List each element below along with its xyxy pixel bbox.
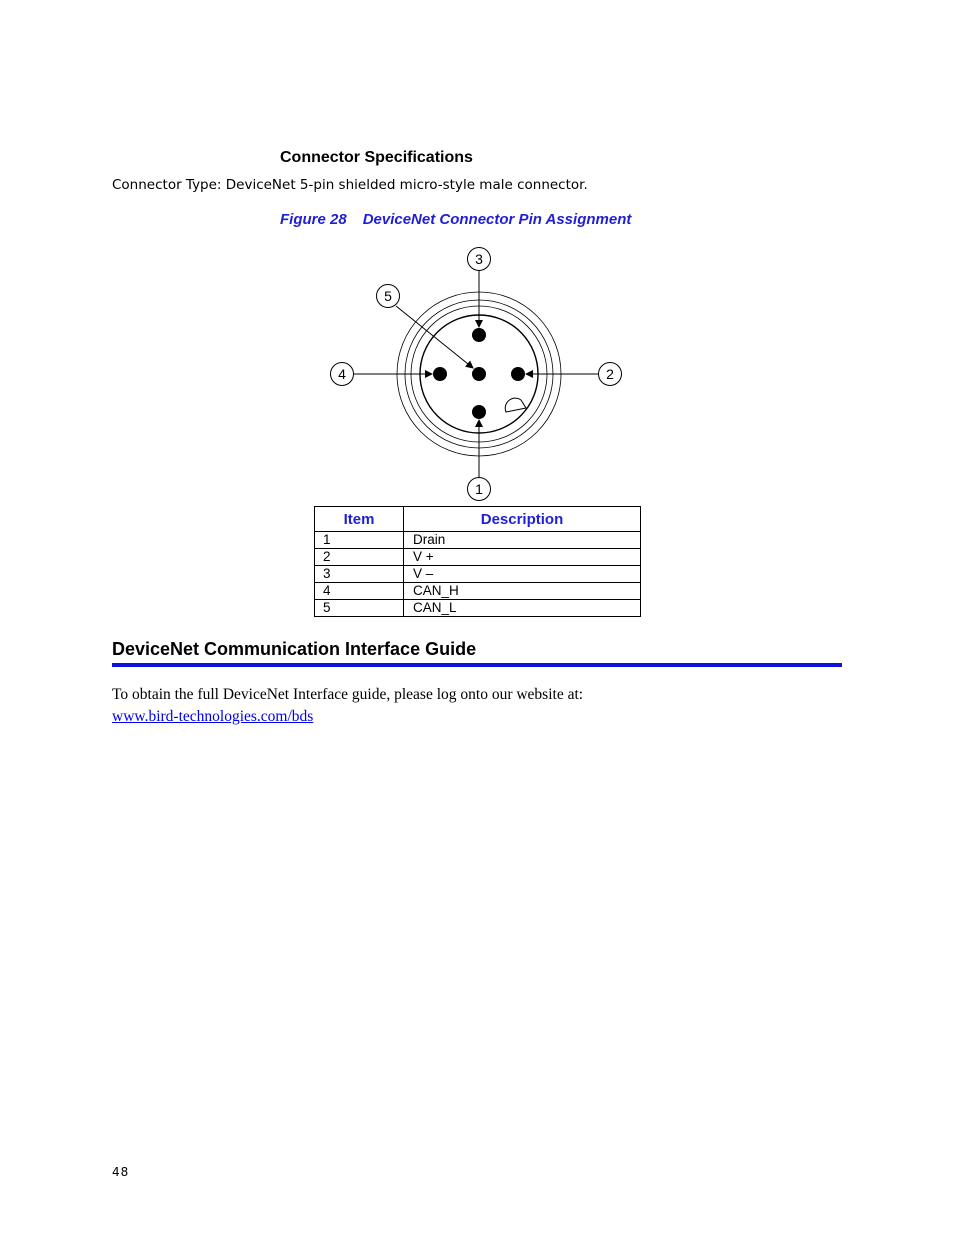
connector-spec-text: Connector Type: DeviceNet 5-pin shielded micro-style male connector. xyxy=(112,177,588,193)
website-link[interactable]: www.bird-technologies.com/bds xyxy=(112,708,314,725)
callout-1-label: 1 xyxy=(475,481,483,497)
table-row xyxy=(315,566,641,583)
keying-notch xyxy=(505,398,526,412)
pin-4 xyxy=(433,367,447,381)
callout-1 xyxy=(468,478,491,501)
guide-body-text: To obtain the full DeviceNet Interface guide, please log onto our website at: xyxy=(112,686,584,703)
item-cell: 4 xyxy=(315,583,404,600)
callout-4 xyxy=(331,363,354,386)
table-header-row xyxy=(315,507,641,532)
page-number: 48 xyxy=(112,1165,130,1179)
callout-4-label: 4 xyxy=(338,366,346,382)
guide-heading: DeviceNet Communication Interface Guide xyxy=(112,639,477,659)
table-row xyxy=(315,600,641,617)
table-row xyxy=(315,549,641,566)
connector-pin-diagram xyxy=(320,240,640,505)
pin-2 xyxy=(511,367,525,381)
description-cell: Drain xyxy=(404,532,641,549)
description-cell: V + xyxy=(404,549,641,566)
description-cell: CAN_H xyxy=(404,583,641,600)
description-cell: V – xyxy=(404,566,641,583)
figure-caption xyxy=(280,211,631,228)
column-header-description: Description xyxy=(404,507,641,532)
column-header-item: Item xyxy=(315,507,404,532)
callout-2 xyxy=(599,363,622,386)
pin-assignment-table xyxy=(314,506,641,617)
callout-3 xyxy=(468,248,491,271)
callout-5 xyxy=(377,285,400,308)
item-cell: 5 xyxy=(315,600,404,617)
pin-5 xyxy=(472,367,486,381)
item-cell: 3 xyxy=(315,566,404,583)
table-row xyxy=(315,532,641,549)
callout-2-label: 2 xyxy=(606,366,614,382)
item-cell: 1 xyxy=(315,532,404,549)
callout-5-label: 5 xyxy=(384,288,392,304)
pin-3 xyxy=(472,328,486,342)
description-cell: CAN_L xyxy=(404,600,641,617)
table-row xyxy=(315,583,641,600)
figure-title: DeviceNet Connector Pin Assignment xyxy=(362,211,632,228)
heading-rule xyxy=(112,663,842,667)
section-heading: Connector Specifications xyxy=(280,149,473,166)
item-cell: 2 xyxy=(315,549,404,566)
pin-1 xyxy=(472,405,486,419)
callout-3-label: 3 xyxy=(475,251,483,267)
figure-number: Figure 28 xyxy=(280,211,347,228)
